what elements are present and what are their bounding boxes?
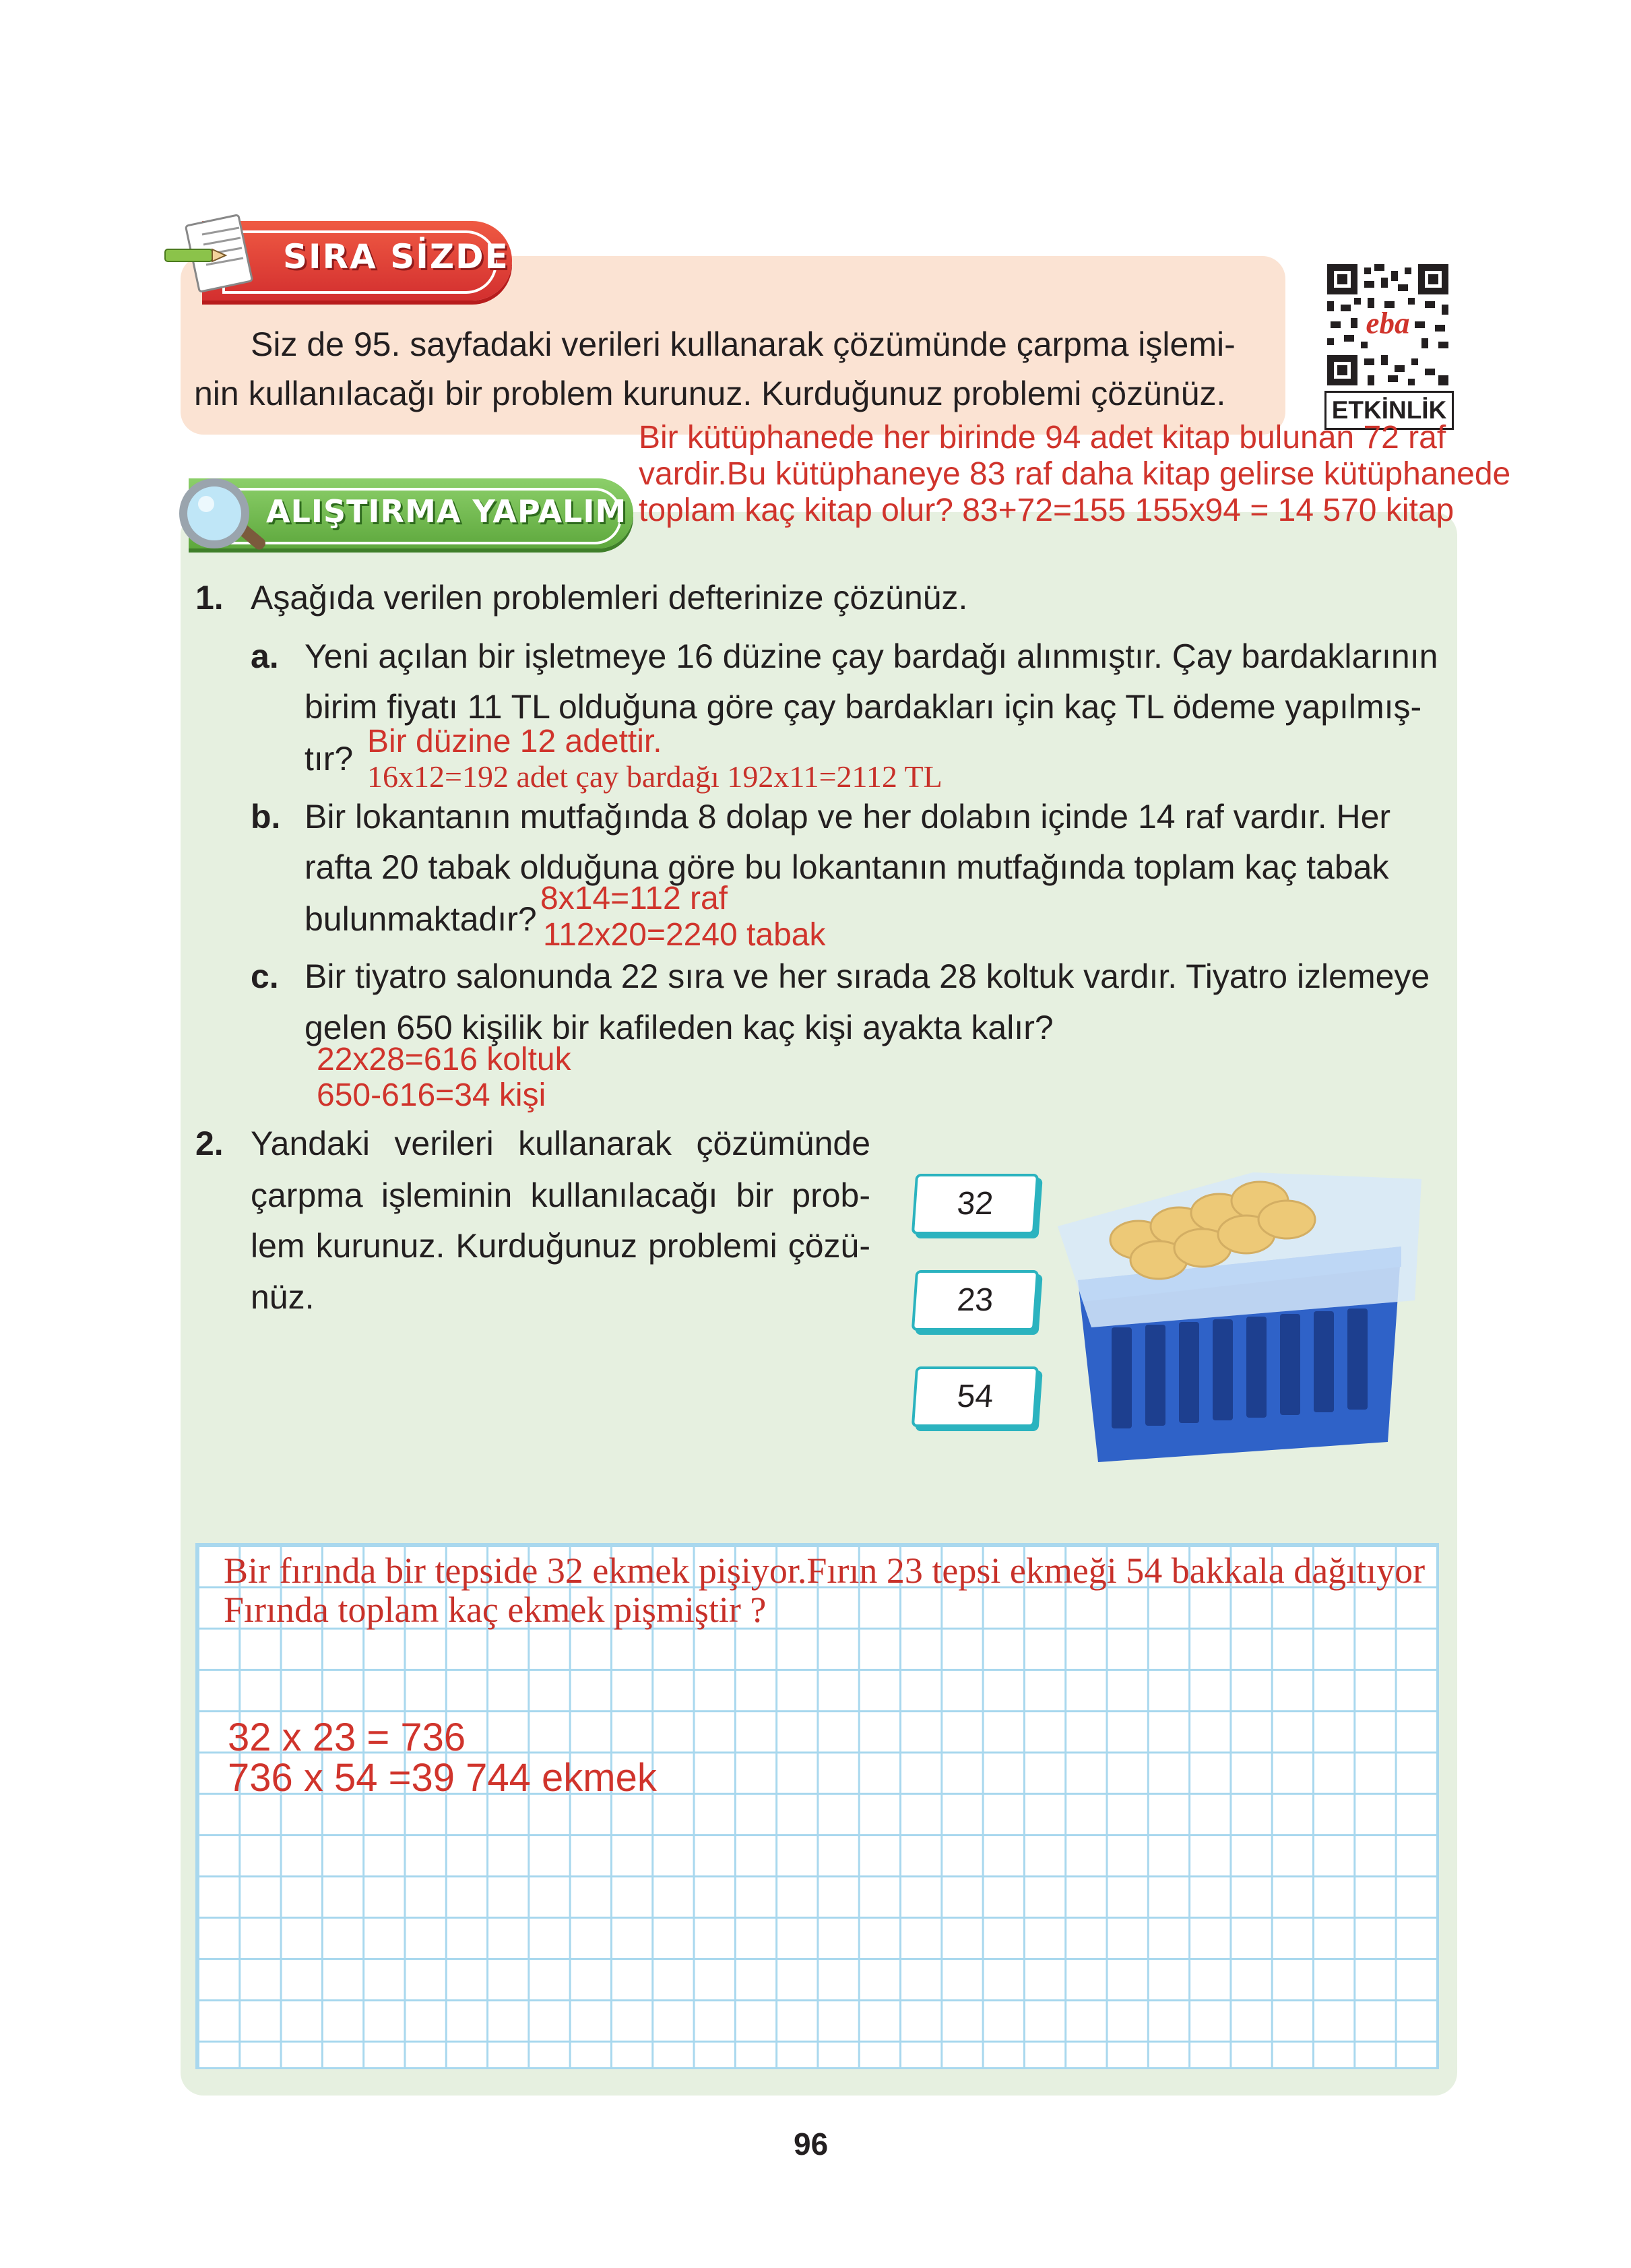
handwritten-answer: Bir düzine 12 adettir.: [367, 724, 662, 759]
etkinlik-label: ETKİNLİK: [1324, 391, 1454, 430]
magnifier-icon: [167, 472, 275, 566]
question-text-line: lem kurunuz. Kurduğunuz problemi çözü-: [251, 1227, 870, 1265]
number-card: 32: [912, 1174, 1039, 1234]
handwritten-answer: 112x20=2240 tabak: [543, 917, 826, 953]
qr-code-icon[interactable]: [1327, 264, 1448, 385]
subquestion-label: b.: [251, 798, 281, 836]
handwritten-problem-line: vardir.Bu kütüphaneye 83 raf daha kitap gelirse kütüphanede: [639, 456, 1511, 492]
handwritten-problem-line: Bir fırında bir tepside 32 ekmek pişiyor.Fırın 23 tepsi ekmeği 54 bakkala dağıtıyor: [224, 1550, 1426, 1591]
handwritten-problem-line: toplam kaç kitap olur? 83+72=155 155x94 = 14 570 kitap: [639, 493, 1454, 528]
subquestion-text-line: tır?: [305, 740, 354, 778]
handwritten-answer: 16x12=192 adet çay bardağı 192x11=2112 TL: [367, 759, 942, 794]
subquestion-text-line: bulunmaktadır?: [305, 900, 537, 938]
question-text-line: nüz.: [251, 1278, 315, 1316]
handwritten-answer: 22x28=616 koltuk: [317, 1042, 571, 1077]
question-text: Aşağıda verilen problemleri defterinize çözünüz.: [251, 579, 968, 617]
handwritten-answer: 650-616=34 kişi: [317, 1077, 546, 1113]
subquestion-text-line: birim fiyatı 11 TL olduğuna göre çay bardakları için kaç TL ödeme yapılmış-: [305, 688, 1422, 726]
question-text-line: çarpma işleminin kullanılacağı bir prob-: [251, 1176, 870, 1214]
number-card: 23: [912, 1270, 1039, 1331]
handwritten-answer: 32 x 23 = 736: [228, 1715, 466, 1759]
subquestion-text-line: Bir lokantanın mutfağında 8 dolap ve her dolabın içinde 14 raf vardır. Her: [305, 798, 1391, 836]
page-number: 96: [794, 2127, 829, 2162]
paper-pencil-icon: [162, 214, 263, 295]
subquestion-text-line: Bir tiyatro salonunda 22 sıra ve her sırada 28 koltuk vardır. Tiyatro izlemeye: [305, 957, 1430, 995]
sira-sizde-title: SIRA SİZDE: [283, 237, 509, 276]
subquestion-text-line: rafta 20 tabak olduğuna göre bu lokantanın mutfağında toplam kaç tabak: [305, 848, 1389, 886]
subquestion-text-line: gelen 650 kişilik bir kafileden kaç kişi ayakta kalır?: [305, 1009, 1054, 1046]
question-text-line: Yandaki verileri kullanarak çözümünde: [251, 1125, 870, 1162]
handwritten-problem-line: Fırında toplam kaç ekmek pişmiştir ?: [224, 1589, 767, 1630]
handwritten-answer: 8x14=112 raf: [540, 881, 728, 916]
subquestion-label: a.: [251, 637, 279, 675]
sira-sizde-text-line: Siz de 95. sayfadaki verileri kullanarak çözümünde çarpma işlemi-: [251, 325, 1236, 363]
bread-crate-image: [1051, 1125, 1428, 1482]
subquestion-label: c.: [251, 957, 279, 995]
sira-sizde-text-line: nin kullanılacağı bir problem kurunuz. Kurduğunuz problemi çözünüz.: [194, 375, 1226, 412]
handwritten-answer: 736 x 54 =39 744 ekmek: [228, 1756, 657, 1800]
number-card: 54: [912, 1366, 1039, 1427]
alistirma-title: ALIŞTIRMA YAPALIM: [266, 493, 627, 530]
eba-logo: eba: [1366, 306, 1410, 340]
question-number: 1.: [195, 579, 224, 617]
handwritten-problem-line: Bir kütüphanede her birinde 94 adet kitap bulunan 72 raf: [639, 420, 1446, 455]
question-number: 2.: [195, 1125, 224, 1162]
subquestion-text-line: Yeni açılan bir işletmeye 16 düzine çay bardağı alınmıştır. Çay bardaklarının: [305, 637, 1438, 675]
